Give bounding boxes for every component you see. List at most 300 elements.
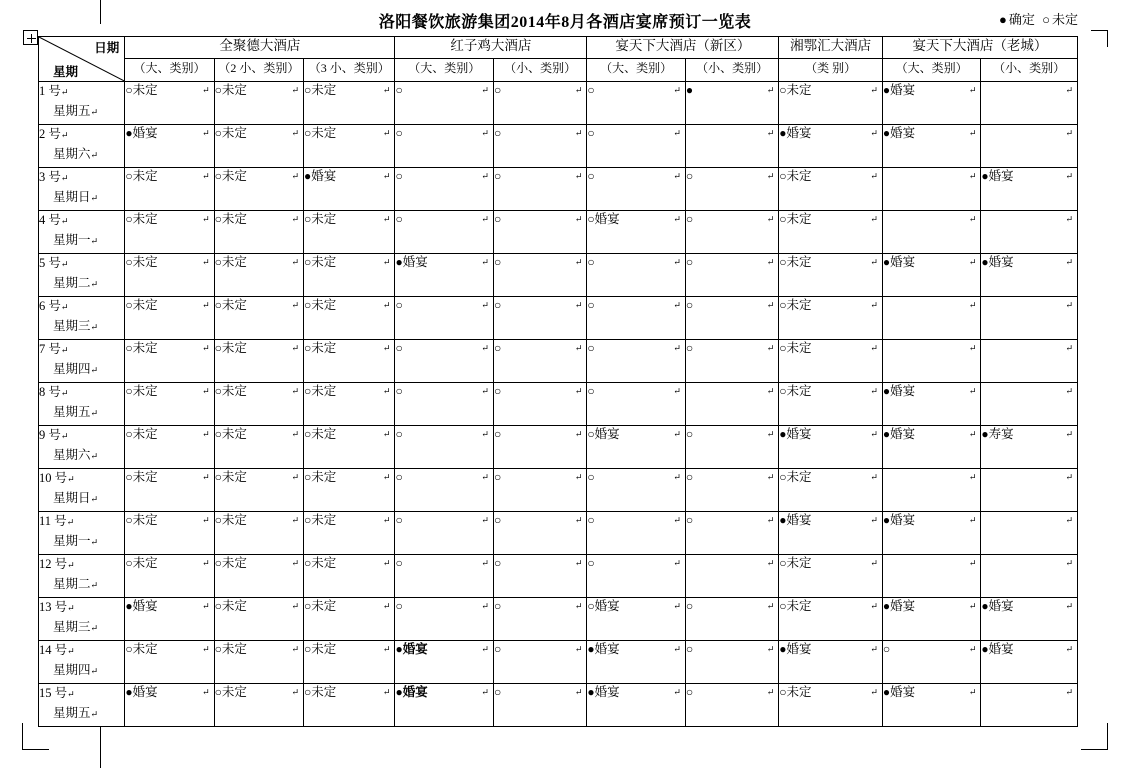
status-tentative-icon bbox=[587, 384, 594, 398]
booking-cell[interactable] bbox=[779, 168, 883, 211]
weekday-name: 星期一↵ bbox=[53, 534, 99, 548]
booking-cell[interactable] bbox=[214, 297, 303, 340]
day-cell[interactable] bbox=[39, 426, 125, 469]
weekday-name: 星期三↵ bbox=[53, 319, 99, 333]
booking-cell[interactable] bbox=[587, 168, 686, 211]
booking-cell[interactable] bbox=[493, 512, 586, 555]
booking-cell[interactable] bbox=[125, 598, 214, 641]
booking-cell[interactable] bbox=[981, 426, 1078, 469]
booking-cell[interactable] bbox=[779, 383, 883, 426]
day-cell[interactable] bbox=[39, 168, 125, 211]
booking-cell[interactable] bbox=[395, 598, 494, 641]
booking-cell[interactable] bbox=[304, 469, 395, 512]
booking-cell[interactable] bbox=[493, 555, 586, 598]
table-move-handle[interactable] bbox=[23, 30, 38, 45]
day-cell[interactable] bbox=[39, 555, 125, 598]
booking-cell[interactable] bbox=[587, 125, 686, 168]
paragraph-mark-icon: ↵ bbox=[291, 429, 300, 439]
table-row bbox=[39, 641, 1078, 684]
booking-cell[interactable] bbox=[395, 512, 494, 555]
day-cell[interactable] bbox=[39, 598, 125, 641]
booking-cell[interactable] bbox=[493, 297, 586, 340]
status-tentative-icon bbox=[587, 341, 594, 355]
booking-cell[interactable] bbox=[981, 340, 1078, 383]
booking-cell[interactable] bbox=[214, 125, 303, 168]
booking-cell[interactable] bbox=[304, 211, 395, 254]
paragraph-mark-icon: ↵ bbox=[673, 171, 681, 181]
day-number: 6 号↵ bbox=[39, 299, 69, 313]
booking-cell[interactable] bbox=[304, 340, 395, 383]
booking-cell[interactable] bbox=[685, 254, 778, 297]
day-number: 7 号↵ bbox=[39, 342, 69, 356]
weekday-name: 星期五↵ bbox=[53, 104, 99, 118]
paragraph-mark-icon: ↵ bbox=[870, 601, 878, 611]
booking-cell[interactable] bbox=[587, 254, 686, 297]
booking-cell[interactable] bbox=[981, 297, 1078, 340]
paragraph-mark-icon: ↵ bbox=[574, 472, 583, 482]
booking-cell[interactable] bbox=[981, 168, 1078, 211]
paragraph-mark-icon: ↵ bbox=[202, 171, 210, 181]
booking-cell[interactable] bbox=[779, 684, 883, 727]
booking-cell[interactable] bbox=[587, 211, 686, 254]
table-row bbox=[39, 426, 1078, 469]
table-row bbox=[39, 297, 1078, 340]
booking-cell[interactable] bbox=[304, 254, 395, 297]
booking-cell[interactable] bbox=[779, 297, 883, 340]
paragraph-mark-icon: ↵ bbox=[90, 236, 99, 246]
booking-cell[interactable] bbox=[304, 684, 395, 727]
header-group-row bbox=[39, 37, 1078, 59]
booking-cell[interactable] bbox=[981, 125, 1078, 168]
booking-cell[interactable] bbox=[779, 340, 883, 383]
paragraph-mark-icon: ↵ bbox=[60, 302, 69, 312]
booking-cell[interactable] bbox=[304, 125, 395, 168]
booking-label: 未定 bbox=[132, 427, 158, 441]
booking-cell[interactable] bbox=[395, 684, 494, 727]
status-tentative-icon bbox=[215, 685, 222, 699]
booking-cell[interactable] bbox=[125, 426, 214, 469]
paragraph-mark-icon: ↵ bbox=[202, 558, 210, 568]
status-tentative-icon bbox=[125, 83, 132, 97]
booking-label: 未定 bbox=[132, 556, 158, 570]
sub-header-quanjude-xiao2: （2 小、类别） bbox=[214, 58, 303, 81]
status-tentative-icon bbox=[686, 169, 693, 183]
booking-cell[interactable] bbox=[304, 598, 395, 641]
booking-cell[interactable] bbox=[779, 512, 883, 555]
booking-cell[interactable] bbox=[125, 555, 214, 598]
paragraph-mark-icon: ↵ bbox=[574, 687, 583, 697]
status-confirmed-icon bbox=[125, 685, 132, 699]
weekday-name: 星期一↵ bbox=[53, 233, 99, 247]
booking-cell[interactable] bbox=[125, 340, 214, 383]
status-tentative-icon bbox=[686, 685, 693, 699]
paragraph-mark-icon: ↵ bbox=[291, 687, 300, 697]
booking-cell[interactable] bbox=[493, 340, 586, 383]
day-cell[interactable] bbox=[39, 684, 125, 727]
booking-cell[interactable] bbox=[493, 426, 586, 469]
day-number: 15 号↵ bbox=[39, 686, 75, 700]
paragraph-mark-icon: ↵ bbox=[481, 128, 489, 138]
booking-label: 未定 bbox=[786, 470, 812, 484]
booking-cell[interactable] bbox=[214, 254, 303, 297]
booking-cell[interactable] bbox=[779, 598, 883, 641]
booking-cell[interactable] bbox=[587, 82, 686, 125]
booking-cell[interactable] bbox=[493, 383, 586, 426]
paragraph-mark-icon: ↵ bbox=[1065, 687, 1073, 697]
booking-cell[interactable] bbox=[395, 168, 494, 211]
booking-cell[interactable] bbox=[304, 297, 395, 340]
booking-cell[interactable] bbox=[214, 598, 303, 641]
title-row bbox=[0, 8, 1130, 32]
booking-cell[interactable] bbox=[779, 82, 883, 125]
booking-cell[interactable] bbox=[395, 383, 494, 426]
booking-cell[interactable] bbox=[395, 469, 494, 512]
paragraph-mark-icon: ↵ bbox=[90, 193, 99, 203]
paragraph-mark-icon: ↵ bbox=[90, 451, 99, 461]
status-confirmed-icon bbox=[779, 427, 786, 441]
status-tentative-icon bbox=[779, 470, 786, 484]
status-tentative-icon bbox=[494, 427, 501, 441]
booking-cell[interactable] bbox=[125, 512, 214, 555]
status-tentative-icon bbox=[494, 212, 501, 226]
status-tentative-icon bbox=[779, 556, 786, 570]
booking-label: 未定 bbox=[311, 384, 337, 398]
booking-label: 未定 bbox=[786, 83, 812, 97]
booking-cell[interactable] bbox=[685, 598, 778, 641]
booking-cell[interactable] bbox=[882, 297, 981, 340]
crop-mark-top-right bbox=[1091, 30, 1108, 47]
booking-cell[interactable] bbox=[685, 211, 778, 254]
booking-cell[interactable] bbox=[882, 684, 981, 727]
booking-cell[interactable] bbox=[214, 340, 303, 383]
booking-cell[interactable] bbox=[882, 254, 981, 297]
status-confirmed-icon bbox=[981, 255, 988, 269]
booking-cell[interactable] bbox=[125, 125, 214, 168]
booking-cell[interactable] bbox=[304, 426, 395, 469]
booking-cell[interactable] bbox=[882, 598, 981, 641]
booking-cell[interactable] bbox=[981, 383, 1078, 426]
booking-cell[interactable] bbox=[685, 297, 778, 340]
booking-label: 婚宴 bbox=[890, 126, 916, 140]
booking-label: 未定 bbox=[786, 341, 812, 355]
booking-cell[interactable] bbox=[304, 168, 395, 211]
booking-cell[interactable] bbox=[587, 555, 686, 598]
booking-cell[interactable] bbox=[304, 512, 395, 555]
paragraph-mark-icon: ↵ bbox=[67, 474, 75, 484]
booking-label: 婚宴 bbox=[988, 255, 1014, 269]
booking-cell[interactable] bbox=[981, 469, 1078, 512]
booking-cell[interactable] bbox=[587, 512, 686, 555]
booking-label: 未定 bbox=[221, 642, 247, 656]
paragraph-mark-icon: ↵ bbox=[382, 644, 391, 654]
paragraph-mark-icon: ↵ bbox=[673, 214, 681, 224]
booking-cell[interactable] bbox=[981, 555, 1078, 598]
status-tentative-icon bbox=[587, 212, 594, 226]
paragraph-mark-icon: ↵ bbox=[291, 558, 300, 568]
booking-cell[interactable] bbox=[981, 82, 1078, 125]
booking-cell[interactable] bbox=[125, 383, 214, 426]
paragraph-mark-icon: ↵ bbox=[1065, 257, 1073, 267]
booking-cell[interactable] bbox=[587, 340, 686, 383]
booking-cell[interactable] bbox=[685, 426, 778, 469]
booking-cell[interactable] bbox=[214, 555, 303, 598]
booking-cell[interactable] bbox=[493, 684, 586, 727]
booking-cell[interactable] bbox=[395, 555, 494, 598]
status-tentative-icon bbox=[215, 470, 222, 484]
booking-cell[interactable] bbox=[214, 82, 303, 125]
booking-label: 婚宴 bbox=[988, 642, 1014, 656]
booking-cell[interactable] bbox=[981, 641, 1078, 684]
status-tentative-icon bbox=[686, 341, 693, 355]
booking-cell[interactable] bbox=[125, 297, 214, 340]
booking-cell[interactable] bbox=[395, 641, 494, 684]
paragraph-mark-icon: ↵ bbox=[67, 646, 75, 656]
booking-cell[interactable] bbox=[493, 125, 586, 168]
booking-cell[interactable] bbox=[395, 125, 494, 168]
booking-cell[interactable] bbox=[587, 297, 686, 340]
booking-cell[interactable] bbox=[779, 125, 883, 168]
booking-cell[interactable] bbox=[685, 641, 778, 684]
booking-cell[interactable] bbox=[779, 211, 883, 254]
booking-cell[interactable] bbox=[304, 82, 395, 125]
booking-cell[interactable] bbox=[493, 254, 586, 297]
status-tentative-icon bbox=[125, 470, 132, 484]
status-tentative-icon bbox=[395, 513, 402, 527]
booking-cell[interactable] bbox=[214, 426, 303, 469]
booking-cell[interactable] bbox=[214, 211, 303, 254]
paragraph-mark-icon: ↵ bbox=[481, 644, 489, 654]
day-cell[interactable] bbox=[39, 211, 125, 254]
paragraph-mark-icon: ↵ bbox=[766, 472, 775, 482]
booking-label: 婚宴 bbox=[890, 427, 916, 441]
booking-cell[interactable] bbox=[685, 125, 778, 168]
booking-cell[interactable] bbox=[395, 254, 494, 297]
booking-cell[interactable] bbox=[981, 598, 1078, 641]
status-tentative-icon bbox=[395, 556, 402, 570]
paragraph-mark-icon: ↵ bbox=[1065, 601, 1073, 611]
booking-label: 未定 bbox=[311, 212, 337, 226]
booking-cell[interactable] bbox=[981, 254, 1078, 297]
status-tentative-icon bbox=[215, 427, 222, 441]
status-tentative-icon bbox=[587, 427, 594, 441]
booking-cell[interactable] bbox=[125, 469, 214, 512]
booking-cell[interactable] bbox=[882, 340, 981, 383]
booking-cell[interactable] bbox=[395, 211, 494, 254]
booking-label: 未定 bbox=[221, 470, 247, 484]
paragraph-mark-icon: ↵ bbox=[574, 515, 583, 525]
status-confirmed-icon bbox=[779, 126, 786, 140]
booking-cell[interactable] bbox=[395, 82, 494, 125]
booking-cell[interactable] bbox=[587, 469, 686, 512]
paragraph-mark-icon: ↵ bbox=[60, 216, 69, 226]
booking-cell[interactable] bbox=[395, 340, 494, 383]
day-cell[interactable] bbox=[39, 297, 125, 340]
status-confirmed-icon bbox=[779, 642, 786, 656]
paragraph-mark-icon: ↵ bbox=[673, 257, 681, 267]
paragraph-mark-icon: ↵ bbox=[673, 472, 681, 482]
paragraph-mark-icon: ↵ bbox=[1065, 515, 1073, 525]
status-tentative-icon bbox=[215, 556, 222, 570]
booking-cell[interactable] bbox=[125, 254, 214, 297]
status-tentative-icon bbox=[125, 298, 132, 312]
booking-cell[interactable] bbox=[587, 383, 686, 426]
booking-cell[interactable] bbox=[304, 641, 395, 684]
booking-cell[interactable] bbox=[125, 641, 214, 684]
booking-cell[interactable] bbox=[304, 555, 395, 598]
booking-cell[interactable] bbox=[779, 641, 883, 684]
booking-cell[interactable] bbox=[493, 469, 586, 512]
booking-cell[interactable] bbox=[493, 82, 586, 125]
status-tentative-icon bbox=[779, 169, 786, 183]
booking-cell[interactable] bbox=[685, 340, 778, 383]
status-tentative-icon bbox=[587, 83, 594, 97]
paragraph-mark-icon: ↵ bbox=[481, 687, 489, 697]
booking-cell[interactable] bbox=[685, 555, 778, 598]
day-number: 13 号↵ bbox=[39, 600, 75, 614]
booking-label: 未定 bbox=[132, 298, 158, 312]
paragraph-mark-icon: ↵ bbox=[870, 171, 878, 181]
paragraph-mark-icon: ↵ bbox=[202, 515, 210, 525]
status-confirmed-icon bbox=[395, 642, 402, 656]
booking-cell[interactable] bbox=[493, 211, 586, 254]
booking-cell[interactable] bbox=[981, 512, 1078, 555]
day-number: 1 号↵ bbox=[39, 84, 69, 98]
booking-cell[interactable] bbox=[685, 469, 778, 512]
booking-cell[interactable] bbox=[981, 684, 1078, 727]
booking-label: 寿宴 bbox=[988, 427, 1014, 441]
status-tentative-icon bbox=[494, 126, 501, 140]
booking-cell[interactable] bbox=[214, 684, 303, 727]
paragraph-mark-icon: ↵ bbox=[66, 517, 75, 527]
booking-label: 未定 bbox=[786, 556, 812, 570]
booking-cell[interactable] bbox=[882, 555, 981, 598]
booking-cell[interactable] bbox=[587, 598, 686, 641]
booking-cell[interactable] bbox=[779, 254, 883, 297]
booking-cell[interactable] bbox=[685, 512, 778, 555]
booking-cell[interactable] bbox=[214, 168, 303, 211]
booking-cell[interactable] bbox=[685, 383, 778, 426]
booking-cell[interactable] bbox=[779, 469, 883, 512]
booking-cell[interactable] bbox=[214, 383, 303, 426]
booking-cell[interactable] bbox=[125, 684, 214, 727]
paragraph-mark-icon: ↵ bbox=[90, 666, 99, 676]
group-header-yantianxia-laocheng: 宴天下大酒店（老城） bbox=[882, 37, 1077, 59]
booking-cell[interactable] bbox=[493, 598, 586, 641]
booking-cell[interactable] bbox=[882, 512, 981, 555]
booking-cell[interactable] bbox=[125, 168, 214, 211]
booking-label: 未定 bbox=[132, 255, 158, 269]
status-tentative-icon bbox=[494, 599, 501, 613]
day-cell[interactable] bbox=[39, 82, 125, 125]
crop-mark-bottom-right bbox=[1081, 723, 1108, 750]
paragraph-mark-icon: ↵ bbox=[673, 300, 681, 310]
booking-cell[interactable] bbox=[395, 297, 494, 340]
booking-label: 未定 bbox=[311, 341, 337, 355]
booking-cell[interactable] bbox=[882, 211, 981, 254]
paragraph-mark-icon: ↵ bbox=[870, 300, 878, 310]
day-cell[interactable] bbox=[39, 254, 125, 297]
day-cell[interactable] bbox=[39, 469, 125, 512]
booking-label: 未定 bbox=[786, 298, 812, 312]
day-cell[interactable] bbox=[39, 340, 125, 383]
day-cell[interactable] bbox=[39, 512, 125, 555]
booking-cell[interactable] bbox=[882, 168, 981, 211]
status-confirmed-icon bbox=[981, 599, 988, 613]
paragraph-mark-icon: ↵ bbox=[481, 343, 489, 353]
paragraph-mark-icon: ↵ bbox=[766, 644, 775, 654]
paragraph-mark-icon: ↵ bbox=[202, 687, 210, 697]
booking-cell[interactable] bbox=[882, 82, 981, 125]
booking-cell[interactable] bbox=[587, 641, 686, 684]
paragraph-mark-icon: ↵ bbox=[673, 343, 681, 353]
booking-cell[interactable] bbox=[395, 426, 494, 469]
booking-cell[interactable] bbox=[779, 555, 883, 598]
paragraph-mark-icon: ↵ bbox=[968, 386, 977, 396]
booking-cell[interactable] bbox=[685, 82, 778, 125]
booking-label: 未定 bbox=[311, 642, 337, 656]
paragraph-mark-icon: ↵ bbox=[870, 343, 878, 353]
booking-cell[interactable] bbox=[981, 211, 1078, 254]
sub-header-laocheng-xiao: （小、类别） bbox=[981, 58, 1078, 81]
booking-cell[interactable] bbox=[882, 125, 981, 168]
booking-label: 未定 bbox=[132, 83, 158, 97]
group-header-quanjude: 全聚德大酒店 bbox=[125, 37, 395, 59]
day-cell[interactable] bbox=[39, 641, 125, 684]
paragraph-mark-icon: ↵ bbox=[67, 603, 75, 613]
booking-cell[interactable] bbox=[493, 641, 586, 684]
booking-cell[interactable] bbox=[214, 641, 303, 684]
status-tentative-icon bbox=[686, 599, 693, 613]
day-cell[interactable] bbox=[39, 383, 125, 426]
paragraph-mark-icon: ↵ bbox=[673, 386, 681, 396]
booking-label: 未定 bbox=[221, 427, 247, 441]
booking-cell[interactable] bbox=[882, 641, 981, 684]
booking-cell[interactable] bbox=[587, 426, 686, 469]
booking-cell[interactable] bbox=[779, 426, 883, 469]
booking-cell[interactable] bbox=[493, 168, 586, 211]
paragraph-mark-icon: ↵ bbox=[382, 171, 391, 181]
corner-header bbox=[39, 37, 125, 82]
booking-cell[interactable] bbox=[214, 469, 303, 512]
status-tentative-icon bbox=[215, 341, 222, 355]
booking-label: 婚宴 bbox=[594, 427, 620, 441]
booking-label: 未定 bbox=[221, 384, 247, 398]
day-number: 9 号↵ bbox=[39, 428, 69, 442]
legend-item-tentative: ○ 未定 bbox=[1042, 12, 1078, 27]
booking-table bbox=[38, 36, 1078, 727]
paragraph-mark-icon: ↵ bbox=[673, 687, 681, 697]
booking-cell[interactable] bbox=[304, 383, 395, 426]
booking-cell[interactable] bbox=[882, 469, 981, 512]
status-tentative-icon bbox=[125, 556, 132, 570]
booking-cell[interactable] bbox=[685, 684, 778, 727]
table-row bbox=[39, 598, 1078, 641]
weekday-name: 星期五↵ bbox=[53, 706, 99, 720]
booking-cell[interactable] bbox=[214, 512, 303, 555]
booking-cell[interactable] bbox=[125, 82, 214, 125]
day-cell[interactable] bbox=[39, 125, 125, 168]
status-tentative-icon bbox=[587, 255, 594, 269]
booking-cell[interactable] bbox=[125, 211, 214, 254]
booking-cell[interactable] bbox=[882, 383, 981, 426]
booking-cell[interactable] bbox=[882, 426, 981, 469]
paragraph-mark-icon: ↵ bbox=[870, 515, 878, 525]
status-tentative-icon bbox=[215, 169, 222, 183]
table-row bbox=[39, 168, 1078, 211]
booking-cell[interactable] bbox=[685, 168, 778, 211]
booking-cell[interactable] bbox=[587, 684, 686, 727]
paragraph-mark-icon: ↵ bbox=[90, 365, 99, 375]
